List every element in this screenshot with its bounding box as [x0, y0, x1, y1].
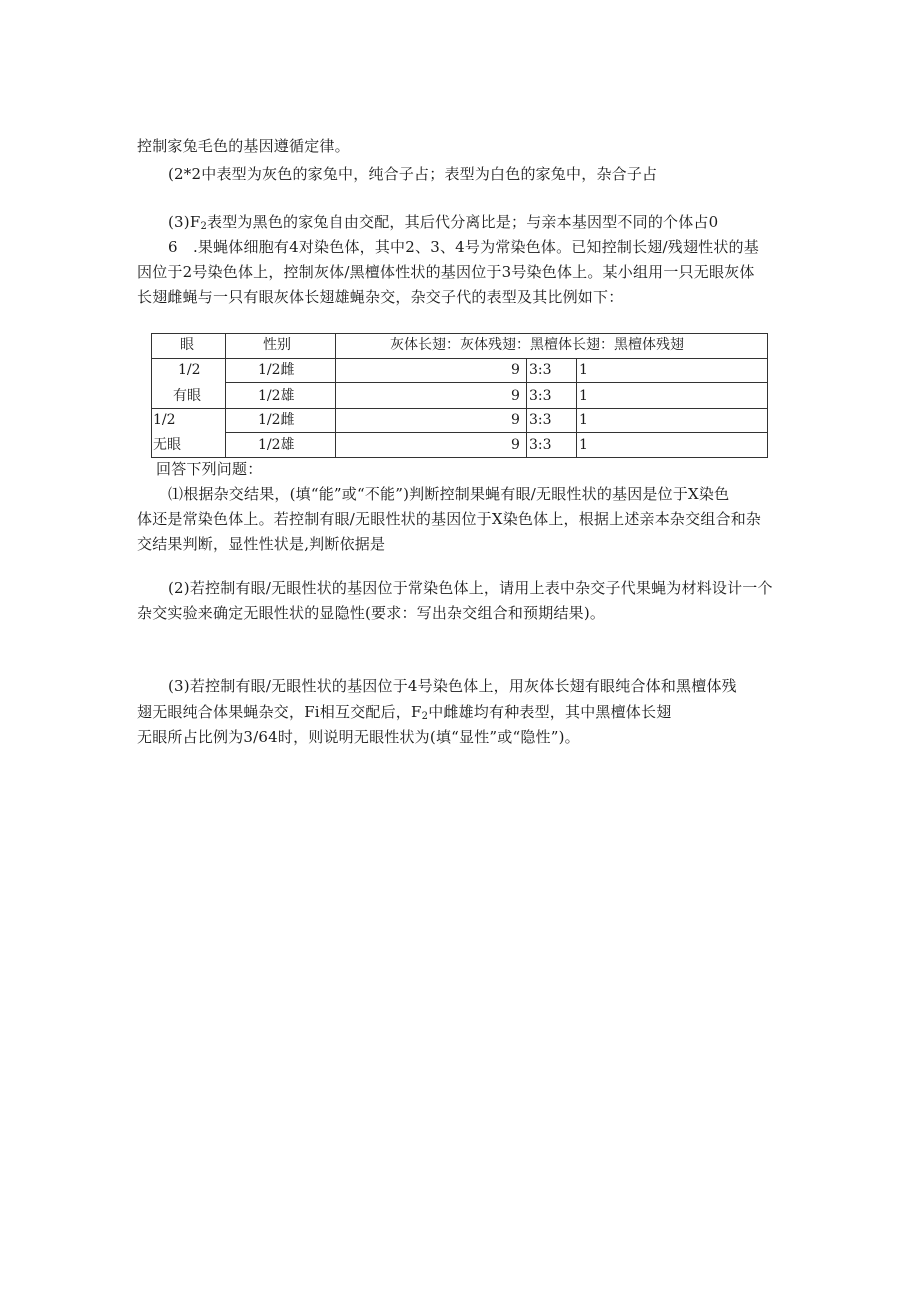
paragraph-9: 体还是常染色体上。若控制有眼/无眼性状的基因位于X染色体上，根据上述亲本杂交组合和杂	[137, 510, 762, 528]
table-row-1-value-2: 3:3	[529, 362, 552, 378]
table-row-4-sex: 1/2雄	[258, 437, 295, 453]
table-row-2-value-3: 1	[579, 388, 588, 404]
table-divider	[225, 382, 767, 383]
paragraph-8: ⑴根据杂交结果，(填“能”或“不能”)判断控制果蝇有眼/无眼性状的基因是位于X染色	[168, 485, 730, 503]
group1-eye-fraction: 1/2	[178, 362, 201, 378]
table-row-4-value-3: 1	[579, 437, 588, 453]
paragraph-3-start: (3)F	[168, 213, 201, 231]
table-divider	[225, 432, 767, 433]
paragraph-13: (3)若控制有眼/无眼性状的基因位于4号染色体上，用灰体长翅有眼纯合体和黑檀体残	[168, 677, 737, 695]
paragraph-14-rest: 中雌雄均有种表型，其中黑檀体长翅	[428, 703, 672, 721]
paragraph-14-start: 翅无眼纯合体果蝇杂交，Fi相互交配后，F	[137, 703, 422, 721]
paragraph-3-subscript: 2	[200, 221, 208, 232]
paragraph-6: 长翅雌蝇与一只有眼灰体长翅雄蝇杂交，杂交子代的表型及其比例如下：	[137, 288, 624, 306]
table-row-1-value-3: 1	[579, 362, 588, 378]
paragraph-12: 杂交实验来确定无眼性状的显隐性(要求：写出杂交组合和预期结果)。	[137, 604, 606, 622]
table-row-3-value-2: 3:3	[529, 412, 552, 428]
table-row-1-value-1: 9	[511, 362, 520, 378]
paragraph-14-subscript: 2	[421, 711, 429, 722]
table-row-1-sex: 1/2雌	[258, 362, 295, 378]
table-row-3-value-1: 9	[511, 412, 520, 428]
table-divider	[225, 334, 226, 457]
header-ratio: 灰体长翅：灰体残翅：黑檀体长翅：黑檀体残翅	[390, 337, 684, 353]
paragraph-14	[137, 702, 671, 722]
table-row-3-sex: 1/2雌	[258, 412, 295, 428]
paragraph-7: 回答下列问题：	[156, 460, 263, 478]
table-row-2-sex: 1/2雄	[258, 388, 295, 404]
paragraph-11: (2)若控制有眼/无眼性状的基因位于常染色体上，请用上表中杂交子代果蝇为材料设计一个	[168, 579, 773, 597]
table-divider	[335, 334, 336, 457]
paragraph-15: 无眼所占比例为3/64时，则说明无眼性状为(填“显性”或“隐性”)。	[137, 728, 580, 746]
table-divider	[152, 408, 767, 409]
paragraph-3-rest: 表型为黑色的家兔自由交配，其后代分离比是；与亲本基因型不同的个体占0	[207, 213, 719, 231]
paragraph-3	[168, 212, 718, 232]
header-eye: 眼	[180, 337, 194, 353]
paragraph-2: (2*2中表型为灰色的家兔中，纯合子占；表型为白色的家兔中，杂合子占	[168, 165, 658, 183]
paragraph-1: 控制家兔毛色的基因遵循定律。	[137, 137, 350, 155]
table-row-4-value-2: 3:3	[529, 437, 552, 453]
group1-eye-label: 有眼	[173, 388, 201, 404]
paragraph-10: 交结果判断，显性性状是,判断依据是	[137, 535, 386, 553]
header-sex: 性别	[263, 337, 291, 353]
paragraph-5: 因位于2号染色体上，控制灰体/黑檀体性状的基因位于3号染色体上。某小组用一只无眼灰体	[137, 263, 755, 281]
table-row-3-value-3: 1	[579, 412, 588, 428]
table-row-4-value-1: 9	[511, 437, 520, 453]
table-divider	[152, 358, 767, 359]
table-row-2-value-1: 9	[511, 388, 520, 404]
group2-eye-label: 无眼	[153, 437, 181, 453]
paragraph-4: 6 .果蝇体细胞有4对染色体，其中2、3、4号为常染色体。已知控制长翅/残翅性状的基	[168, 238, 759, 256]
group2-eye-fraction: 1/2	[153, 412, 176, 428]
table-row-2-value-2: 3:3	[529, 388, 552, 404]
offspring-table	[151, 333, 768, 458]
